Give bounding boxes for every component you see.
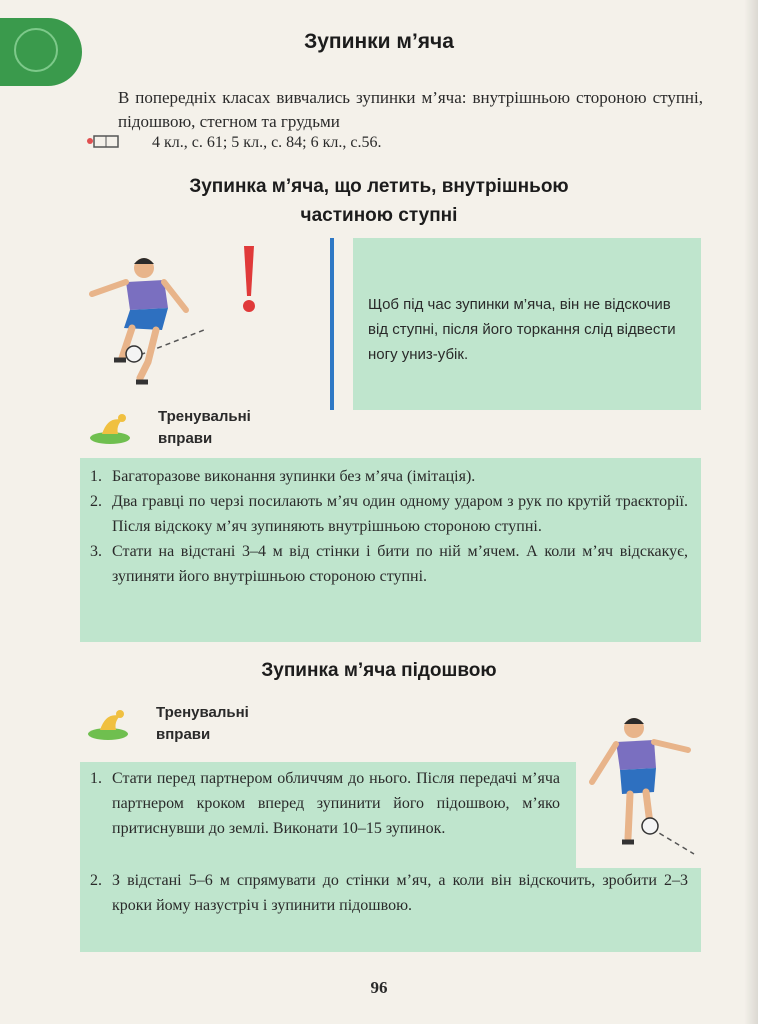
page-title: Зупинки м’яча [304, 30, 454, 53]
list-item [90, 539, 688, 589]
intro-text: В попередніх класах вивчались зупинки м’яча: внутрішньою стороною ступні, підошвою, стегном та грудьми [118, 88, 703, 131]
section1-heading [0, 172, 758, 230]
list-item-number: 2. [90, 493, 102, 510]
previous-classes-references: 4 кл., с. 61; 5 кл., с. 84; 6 кл., с.56. [152, 134, 382, 151]
training-label-1 [158, 406, 318, 450]
list-item-text: Багаторазове виконання зупинки без м’яча (імітація). [112, 468, 476, 485]
list-item-number: 1. [90, 770, 102, 787]
list-item-number: 1. [90, 468, 102, 485]
section2-heading: Зупинка м’яча підошвою [261, 660, 497, 681]
exclamation-icon [240, 246, 258, 314]
section1-heading-line2: частиною ступні [300, 205, 458, 226]
training-label-2-line1: Тренувальні [156, 704, 249, 721]
page-number: 96 [370, 978, 388, 997]
list-item-text: Стати перед партнером обличчям до нього. Після передачі м’яча партнером кроком вперед зупинити його підошвою, м’яко притиснувши до землі. Виконати 10–15 зупинок. [112, 770, 560, 837]
training-icon [86, 708, 132, 742]
exercise-list-2a [90, 766, 560, 841]
list-item-number: 3. [90, 543, 102, 560]
football-player-illustration-2 [584, 712, 698, 860]
list-item-text: Стати на відстані 3–4 м від стінки і бити по ній м’ячем. А коли м’яч відскакує, зупиняти його внутрішньою стороною ступні. [112, 543, 688, 585]
list-item-text: Два гравці по черзі посилають м’яч один одному ударом з рук по крутій траєкторії. Після відскоку м’яч зупиняють внутрішньою стороною ступні. [112, 493, 688, 535]
book-reference-icon [84, 133, 120, 149]
list-item [90, 766, 560, 841]
list-item [90, 868, 688, 918]
page-edge-shadow [744, 0, 758, 1024]
exercise-list-1 [90, 464, 688, 589]
note-text: Щоб під час зупинки м’яча, він не відскочив від ступні, після його торкання слід відвести ногу униз-убік. [368, 296, 676, 363]
section1-heading-line1: Зупинка м’яча, що летить, внутрішньою [189, 176, 569, 197]
exercise-list-2b [90, 868, 688, 918]
training-label-1-line1: Тренувальні [158, 408, 251, 425]
training-label-2-line2: вправи [156, 726, 211, 743]
list-item-text: З відстані 5–6 м спрямувати до стінки м’яч, а коли він відскочить, зробити 2–3 кроки йому назустріч і зупинити підошвою. [112, 872, 688, 914]
football-player-illustration-1 [82, 250, 212, 390]
note-accent-bar [330, 238, 334, 410]
training-label-2 [156, 702, 316, 746]
list-item [90, 489, 688, 539]
training-label-1-line2: вправи [158, 430, 213, 447]
list-item-number: 2. [90, 872, 102, 889]
list-item [90, 464, 688, 489]
training-icon [88, 412, 134, 446]
